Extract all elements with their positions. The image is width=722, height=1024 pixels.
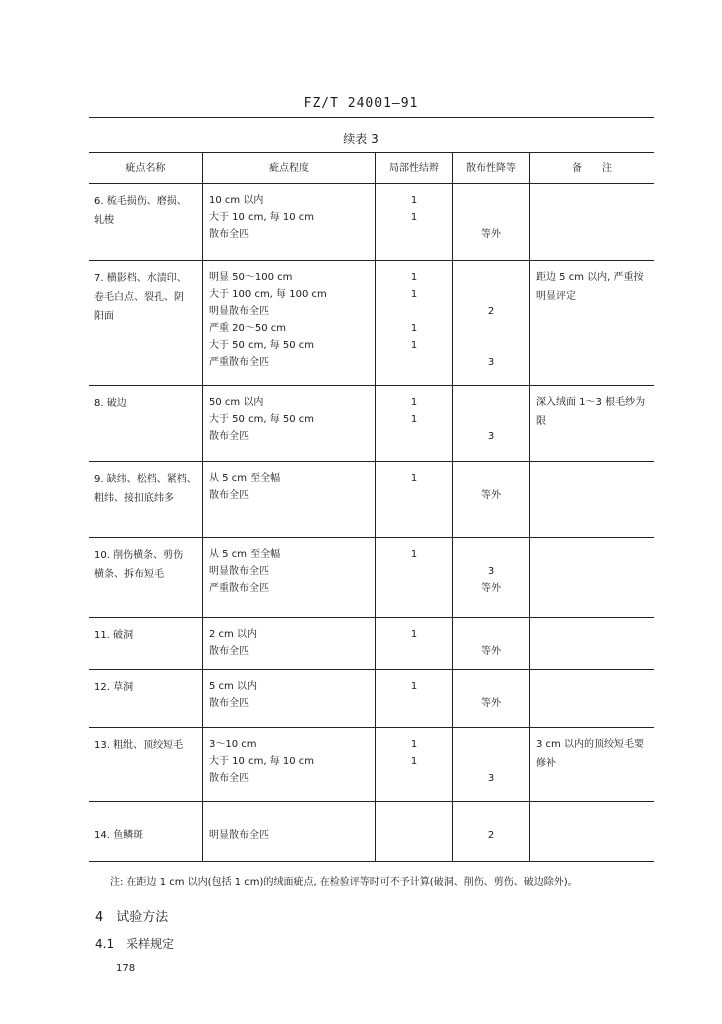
defect-degree-line: 散布全匹 <box>209 431 249 442</box>
defect-degree-line: 大于 10 cm, 每 10 cm <box>209 212 314 223</box>
local-knots-cell <box>376 618 453 670</box>
local-knots-line: 1 <box>410 195 418 206</box>
remarks-cell <box>530 670 655 728</box>
defect-name-line: 10. 削伤横条、剪伤 <box>94 550 184 561</box>
defect-degree-line: 严重散布全匹 <box>209 583 269 594</box>
defect-degree-line: 散布全匹 <box>209 229 249 240</box>
local-knots-line <box>376 303 452 320</box>
local-knots-cell <box>376 728 453 802</box>
scattered-downgrade-cell <box>453 538 530 618</box>
section-heading <box>95 906 168 925</box>
local-knots-line <box>376 695 452 712</box>
scattered-downgrade-line <box>453 394 529 411</box>
defect-name-line: 13. 粗纰、顶绞短毛 <box>94 740 184 751</box>
scattered-downgrade-line <box>453 546 529 563</box>
scattered-downgrade-cell <box>453 670 530 728</box>
table-row <box>89 462 654 538</box>
defect-degree-line: 散布全匹 <box>209 773 249 784</box>
defect-name-cell <box>89 538 203 618</box>
remarks-cell <box>530 261 655 386</box>
subsection-title: 采样规定 <box>126 937 175 951</box>
defect-degree-line: 2 cm 以内 <box>209 629 257 640</box>
scattered-downgrade-cell <box>453 618 530 670</box>
local-knots-line <box>376 563 452 580</box>
local-knots-line: 1 <box>410 681 418 692</box>
table-footnote: 注: 在距边 1 cm 以内(包括 1 cm)的绒面疵点, 在检验评等时可不予计算(破洞、削伤、剪伤、破边除外)。 <box>110 877 578 888</box>
local-knots-line <box>376 643 452 660</box>
scattered-downgrade-line: 2 <box>487 830 495 841</box>
defect-table <box>89 152 654 862</box>
defect-degree-line: 明显 50～100 cm <box>209 272 293 283</box>
scattered-downgrade-line: 等外 <box>481 229 501 240</box>
local-knots-line <box>376 580 452 597</box>
remarks-line: 距边 5 cm 以内, 严重按 <box>536 272 644 283</box>
table-row <box>89 618 654 670</box>
page-number: 178 <box>116 963 136 974</box>
local-knots-line <box>376 226 452 243</box>
defect-name-line: 11. 破洞 <box>94 630 134 641</box>
local-knots-cell <box>376 538 453 618</box>
remarks-line: 修补 <box>536 758 556 769</box>
col-header-remarks: 备 注 <box>530 153 655 184</box>
local-knots-line: 1 <box>410 340 418 351</box>
standard-code: FZ/T 24001—91 <box>303 96 419 111</box>
scattered-downgrade-cell <box>453 802 530 862</box>
local-knots-line <box>376 428 452 445</box>
local-knots-cell <box>376 802 453 862</box>
defect-degree-cell <box>203 184 376 261</box>
defect-degree-cell <box>203 462 376 538</box>
defect-name-line: 卷毛白点、裂孔、阴 <box>94 292 184 303</box>
defect-name-cell <box>89 670 203 728</box>
remarks-line: 限 <box>536 416 546 427</box>
defect-degree-line: 大于 100 cm, 每 100 cm <box>209 289 327 300</box>
scattered-downgrade-line <box>453 470 529 487</box>
scattered-downgrade-line <box>453 269 529 286</box>
defect-degree-line: 大于 50 cm, 每 50 cm <box>209 414 314 425</box>
defect-degree-line: 10 cm 以内 <box>209 195 264 206</box>
local-knots-line: 1 <box>410 272 418 283</box>
scattered-downgrade-line: 3 <box>487 566 495 577</box>
subsection-heading <box>95 935 174 952</box>
scattered-downgrade-line: 等外 <box>481 698 501 709</box>
defect-degree-line: 严重散布全匹 <box>209 357 269 368</box>
defect-name-cell <box>89 261 203 386</box>
remarks-line: 深入绒面 1～3 根毛纱为 <box>536 397 646 408</box>
scattered-downgrade-line <box>453 411 529 428</box>
col-header-defect-degree: 疵点程度 <box>203 153 376 184</box>
remarks-cell <box>530 386 655 462</box>
scattered-downgrade-line: 等外 <box>481 490 501 501</box>
scattered-downgrade-line: 3 <box>487 357 495 368</box>
local-knots-cell <box>376 184 453 261</box>
table-row <box>89 802 654 862</box>
table-row <box>89 261 654 386</box>
table-caption: 续表 3 <box>343 132 379 146</box>
scattered-downgrade-line: 2 <box>487 306 495 317</box>
local-knots-line <box>376 810 452 827</box>
local-knots-cell <box>376 386 453 462</box>
scattered-downgrade-cell <box>453 386 530 462</box>
defect-degree-line: 明显散布全匹 <box>209 830 269 841</box>
scattered-downgrade-cell <box>453 261 530 386</box>
local-knots-line: 1 <box>410 549 418 560</box>
defect-degree-line: 大于 10 cm, 每 10 cm <box>209 756 314 767</box>
defect-degree-line: 大于 50 cm, 每 50 cm <box>209 340 314 351</box>
defect-name-cell <box>89 184 203 261</box>
defect-degree-line: 散布全匹 <box>209 646 249 657</box>
defect-name-line: 轧梭 <box>94 215 114 226</box>
scattered-downgrade-line <box>453 626 529 643</box>
defect-degree-line: 从 5 cm 至全幅 <box>209 549 281 560</box>
scattered-downgrade-line <box>453 286 529 303</box>
remarks-cell <box>530 802 655 862</box>
defect-degree-cell <box>203 386 376 462</box>
local-knots-line: 1 <box>410 289 418 300</box>
table-row <box>89 386 654 462</box>
local-knots-line: 1 <box>410 739 418 750</box>
defect-degree-line: 3～10 cm <box>209 739 257 750</box>
local-knots-line <box>376 487 452 504</box>
table-row <box>89 538 654 618</box>
defect-degree-line: 明显散布全匹 <box>209 566 269 577</box>
local-knots-line: 1 <box>410 212 418 223</box>
header-rule <box>89 117 654 118</box>
remarks-cell <box>530 728 655 802</box>
table-row <box>89 670 654 728</box>
defect-degree-cell <box>203 670 376 728</box>
scattered-downgrade-line: 等外 <box>481 646 501 657</box>
local-knots-cell <box>376 261 453 386</box>
defect-degree-cell <box>203 261 376 386</box>
local-knots-line: 1 <box>410 323 418 334</box>
defect-degree-line: 明显散布全匹 <box>209 306 269 317</box>
remarks-cell <box>530 462 655 538</box>
scattered-downgrade-line: 等外 <box>481 583 501 594</box>
defect-degree-line: 散布全匹 <box>209 698 249 709</box>
table-row <box>89 184 654 261</box>
defect-name-line: 粗纬、接扣底纬多 <box>94 493 174 504</box>
scattered-downgrade-line <box>453 337 529 354</box>
local-knots-cell <box>376 670 453 728</box>
scattered-downgrade-line <box>453 678 529 695</box>
scattered-downgrade-cell <box>453 462 530 538</box>
remarks-line: 3 cm 以内的顶绞短毛要 <box>536 739 644 750</box>
col-header-local-knots: 局部性结辫 <box>376 153 453 184</box>
local-knots-line: 1 <box>410 473 418 484</box>
defect-name-line: 14. 鱼鳞斑 <box>94 829 144 841</box>
remarks-cell <box>530 538 655 618</box>
defect-degree-cell <box>203 538 376 618</box>
col-header-scattered-downgrade: 散布性降等 <box>453 153 530 184</box>
defect-name-cell <box>89 802 203 862</box>
scattered-downgrade-line: 3 <box>487 773 495 784</box>
remarks-cell <box>530 618 655 670</box>
scattered-downgrade-line <box>453 209 529 226</box>
defect-degree-cell <box>203 728 376 802</box>
table-header-row <box>89 153 654 184</box>
defect-name-cell <box>89 728 203 802</box>
scattered-downgrade-line: 3 <box>487 431 495 442</box>
defect-name-line: 9. 缺纬、松档、紧档、 <box>94 474 197 485</box>
defect-degree-line: 严重 20～50 cm <box>209 323 287 334</box>
scattered-downgrade-cell <box>453 184 530 261</box>
defect-degree-line: 50 cm 以内 <box>209 397 264 408</box>
defect-name-cell <box>89 618 203 670</box>
col-header-defect-name: 疵点名称 <box>89 153 203 184</box>
defect-name-line: 6. 梳毛损伤、磨损、 <box>94 196 187 207</box>
section-title: 试验方法 <box>116 910 169 925</box>
scattered-downgrade-line <box>453 320 529 337</box>
local-knots-line <box>376 354 452 371</box>
defect-name-line: 12. 草洞 <box>94 682 134 693</box>
local-knots-cell <box>376 462 453 538</box>
defect-degree-line: 从 5 cm 至全幅 <box>209 473 281 484</box>
defect-name-cell <box>89 386 203 462</box>
defect-degree-cell <box>203 618 376 670</box>
local-knots-line: 1 <box>410 756 418 767</box>
defect-name-line: 横条、拆布短毛 <box>94 569 164 580</box>
table-row <box>89 728 654 802</box>
defect-degree-line: 散布全匹 <box>209 490 249 501</box>
defect-name-line: 7. 横影档、水渍印、 <box>94 273 187 284</box>
defect-name-cell <box>89 462 203 538</box>
defect-degree-line: 5 cm 以内 <box>209 681 257 692</box>
scattered-downgrade-cell <box>453 728 530 802</box>
remarks-line: 明显评定 <box>536 291 576 302</box>
defect-name-line: 阳面 <box>94 311 114 322</box>
scattered-downgrade-line <box>453 736 529 753</box>
defect-name-line: 8. 破边 <box>94 398 127 409</box>
defect-degree-cell <box>203 802 376 862</box>
local-knots-line: 1 <box>410 414 418 425</box>
local-knots-line: 1 <box>410 397 418 408</box>
section-number: 4 <box>95 910 104 925</box>
remarks-cell <box>530 184 655 261</box>
local-knots-line: 1 <box>410 629 418 640</box>
subsection-number: 4.1 <box>95 937 115 951</box>
local-knots-line <box>376 770 452 787</box>
scattered-downgrade-line <box>453 192 529 209</box>
scattered-downgrade-line <box>453 753 529 770</box>
